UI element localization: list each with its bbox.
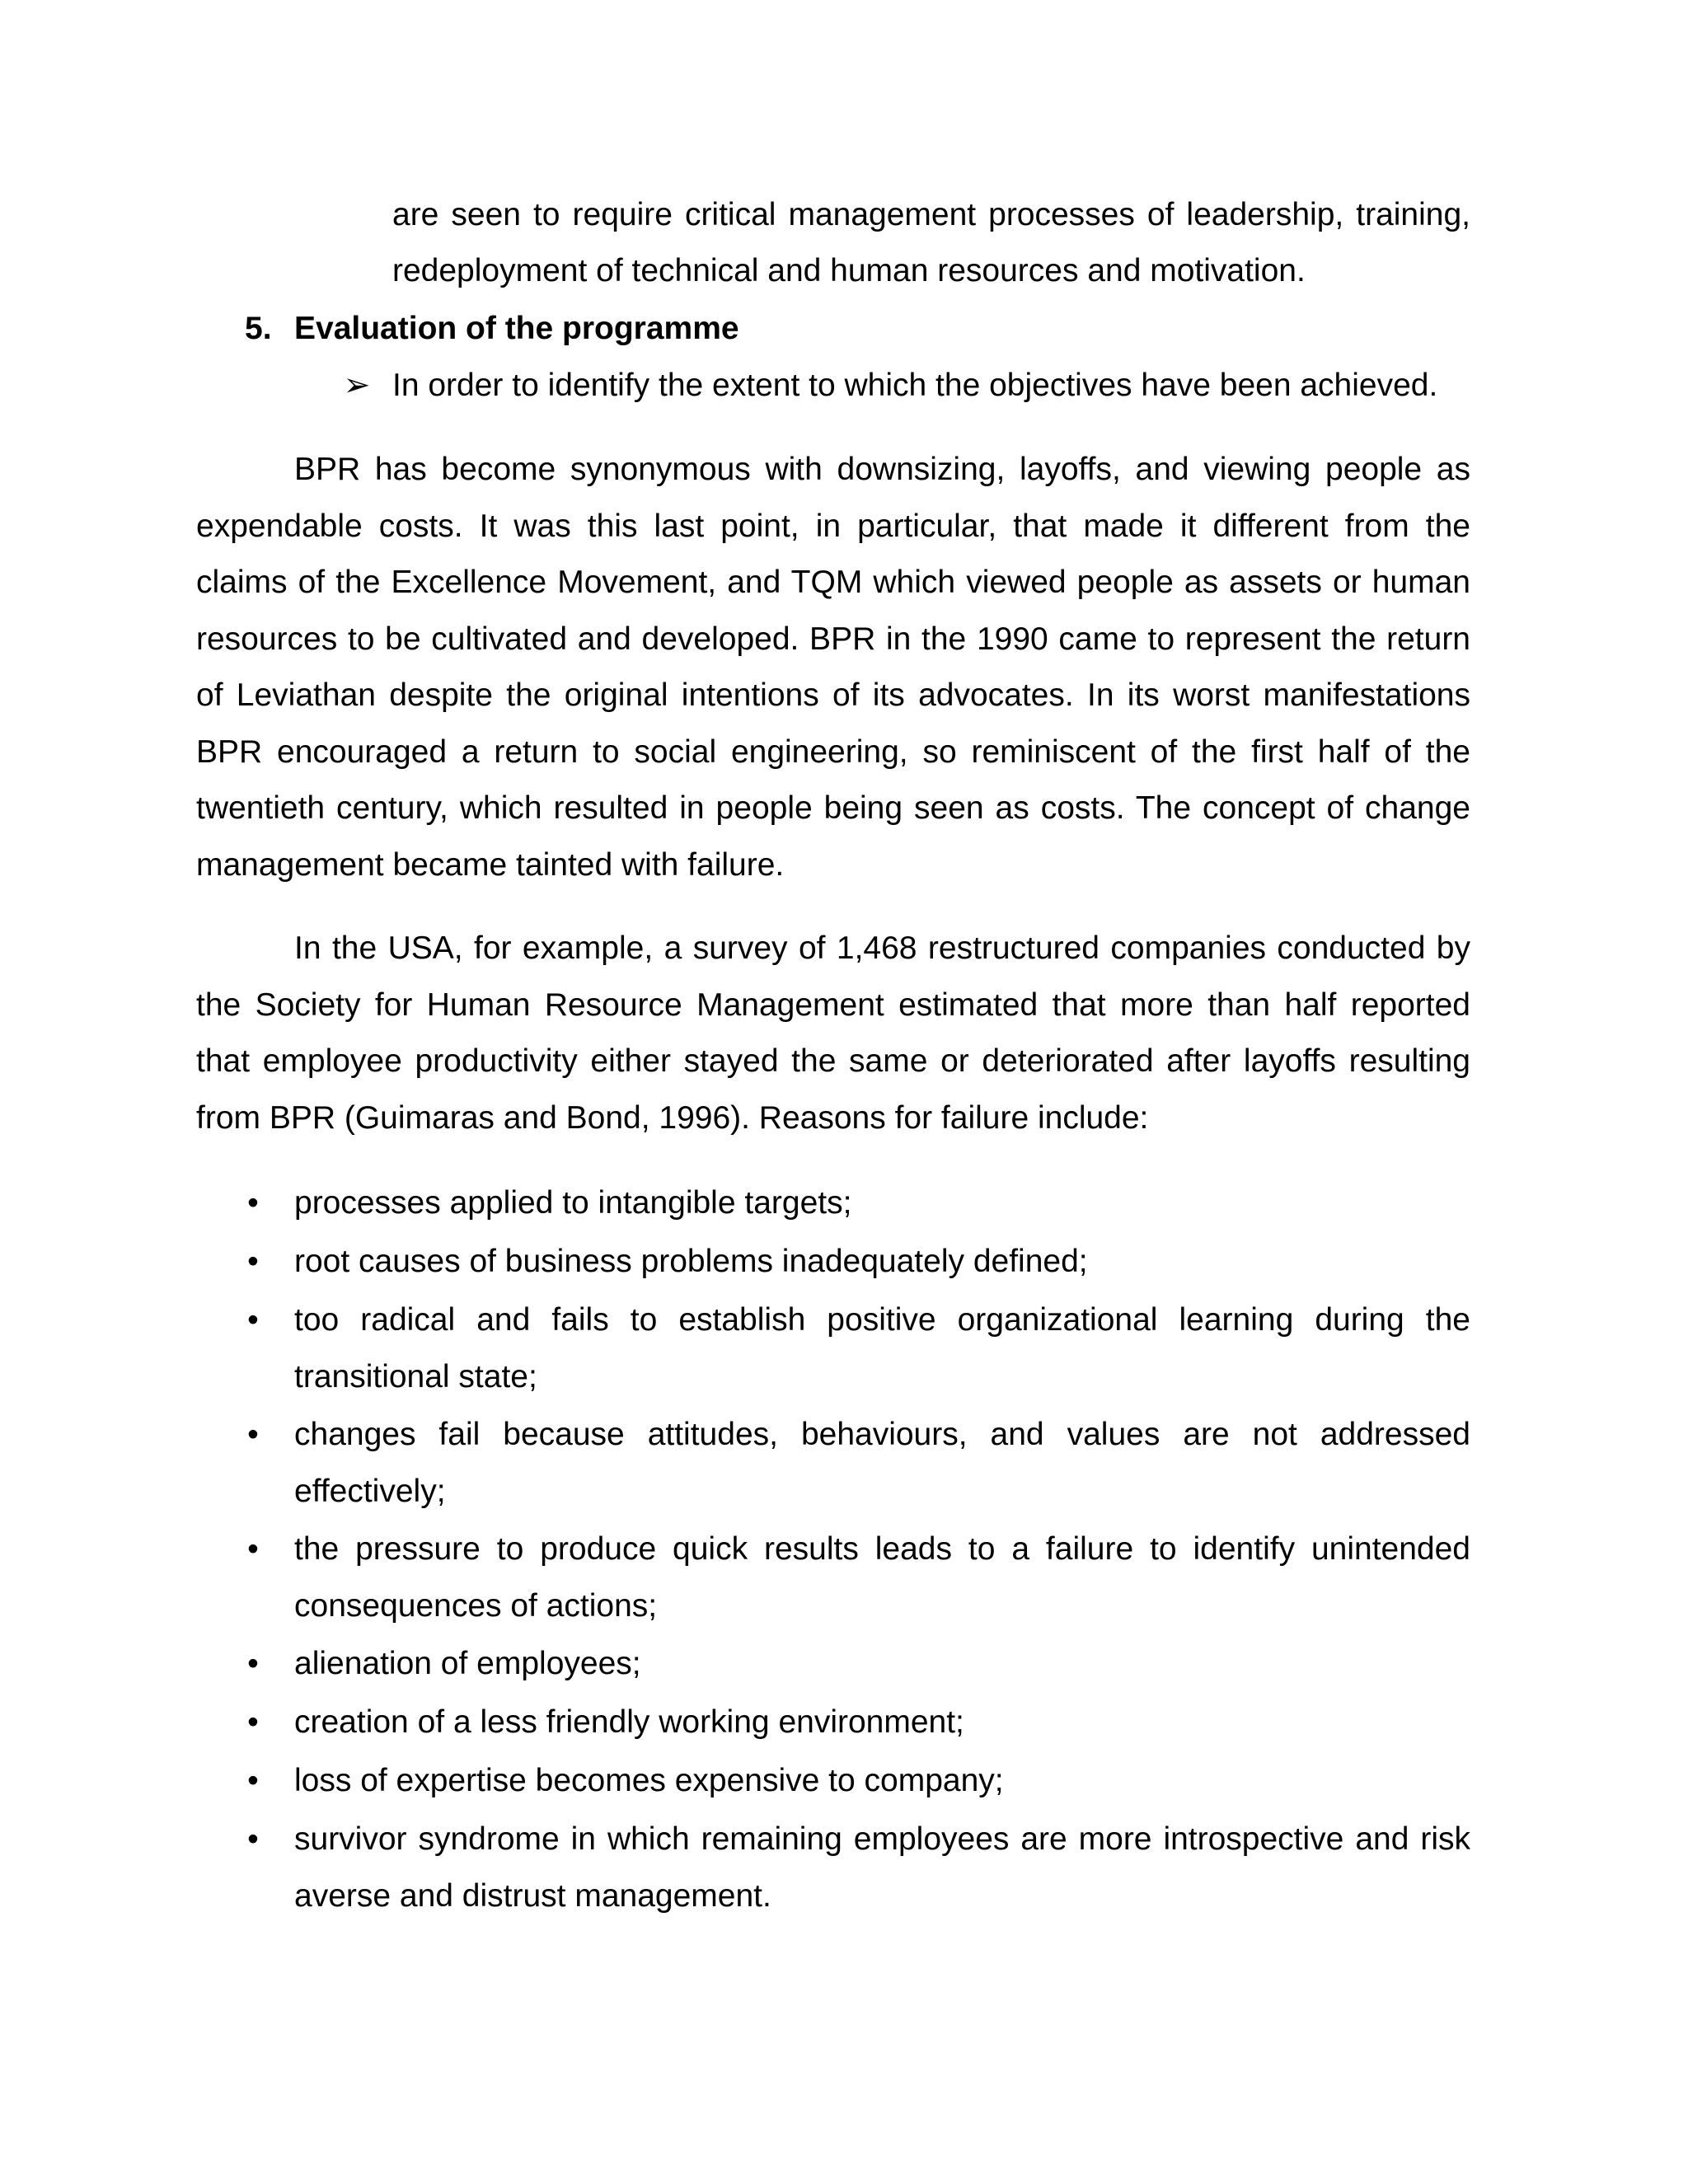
bullet-icon: • bbox=[247, 1704, 259, 1740]
paragraph-line: BPR has become synonymous with downsizing, layoffs, and viewing people as bbox=[294, 452, 1470, 487]
bullet-icon: • bbox=[247, 1821, 259, 1857]
paragraph-line: In the USA, for example, a survey of 1,468 restructured companies conducted by bbox=[294, 930, 1470, 966]
list-item-continuation: effectively; bbox=[294, 1474, 446, 1509]
list-item-continuation: transitional state; bbox=[294, 1359, 537, 1394]
section-number: 5. bbox=[245, 311, 272, 346]
paragraph-line: twentieth century, which resulted in people being seen as costs. The concept of change bbox=[196, 790, 1470, 826]
list-item: alienation of employees; bbox=[294, 1646, 641, 1681]
section-heading: Evaluation of the programme bbox=[294, 311, 739, 346]
paragraph-line: resources to be cultivated and developed. BPR in the 1990 came to represent the return bbox=[196, 621, 1470, 657]
paragraph-line: management became tainted with failure. bbox=[196, 847, 785, 883]
bullet-icon: • bbox=[247, 1531, 259, 1567]
paragraph-line: of Leviathan despite the original intentions of its advocates. In its worst manifestations bbox=[196, 677, 1470, 713]
bullet-icon: • bbox=[247, 1185, 259, 1221]
bullet-icon: • bbox=[247, 1244, 259, 1279]
list-item: processes applied to intangible targets; bbox=[294, 1185, 852, 1221]
list-item-continuation: averse and distrust management. bbox=[294, 1878, 771, 1914]
section-sub-item: In order to identify the extent to which the objectives have been achieved. bbox=[392, 368, 1438, 403]
paragraph-line: claims of the Excellence Movement, and TQM which viewed people as assets or human bbox=[196, 565, 1470, 600]
list-item-continuation: consequences of actions; bbox=[294, 1588, 658, 1624]
bullet-icon: • bbox=[247, 1763, 259, 1798]
list-item: changes fail because attitudes, behaviours, and values are not addressed bbox=[294, 1417, 1470, 1452]
list-item: survivor syndrome in which remaining employees are more introspective and risk bbox=[294, 1821, 1470, 1857]
bullet-icon: • bbox=[247, 1417, 259, 1452]
paragraph-line: expendable costs. It was this last point, in particular, that made it different from the bbox=[196, 509, 1470, 544]
list-item: loss of expertise becomes expensive to company; bbox=[294, 1763, 1004, 1798]
list-item: the pressure to produce quick results leads to a failure to identify unintended bbox=[294, 1531, 1470, 1567]
paragraph-line: BPR encouraged a return to social engineering, so reminiscent of the first half of the bbox=[196, 734, 1470, 770]
continuation-line-1: are seen to require critical management processes of leadership, training, bbox=[392, 197, 1470, 232]
paragraph-line: the Society for Human Resource Management estimated that more than half reported bbox=[196, 987, 1470, 1023]
list-item: too radical and fails to establish positive organizational learning during the bbox=[294, 1302, 1470, 1338]
bullet-icon: • bbox=[247, 1646, 259, 1681]
list-item: root causes of business problems inadequately defined; bbox=[294, 1244, 1088, 1279]
bullet-icon: • bbox=[247, 1302, 259, 1338]
paragraph-line: that employee productivity either stayed the same or deteriorated after layoffs resulting bbox=[196, 1043, 1470, 1079]
continuation-line-2: redeployment of technical and human resources and motivation. bbox=[392, 253, 1306, 288]
list-item: creation of a less friendly working environment; bbox=[294, 1704, 964, 1740]
paragraph-line: from BPR (Guimaras and Bond, 1996). Reasons for failure include: bbox=[196, 1100, 1149, 1136]
arrow-bullet-icon: ➢ bbox=[343, 368, 371, 403]
